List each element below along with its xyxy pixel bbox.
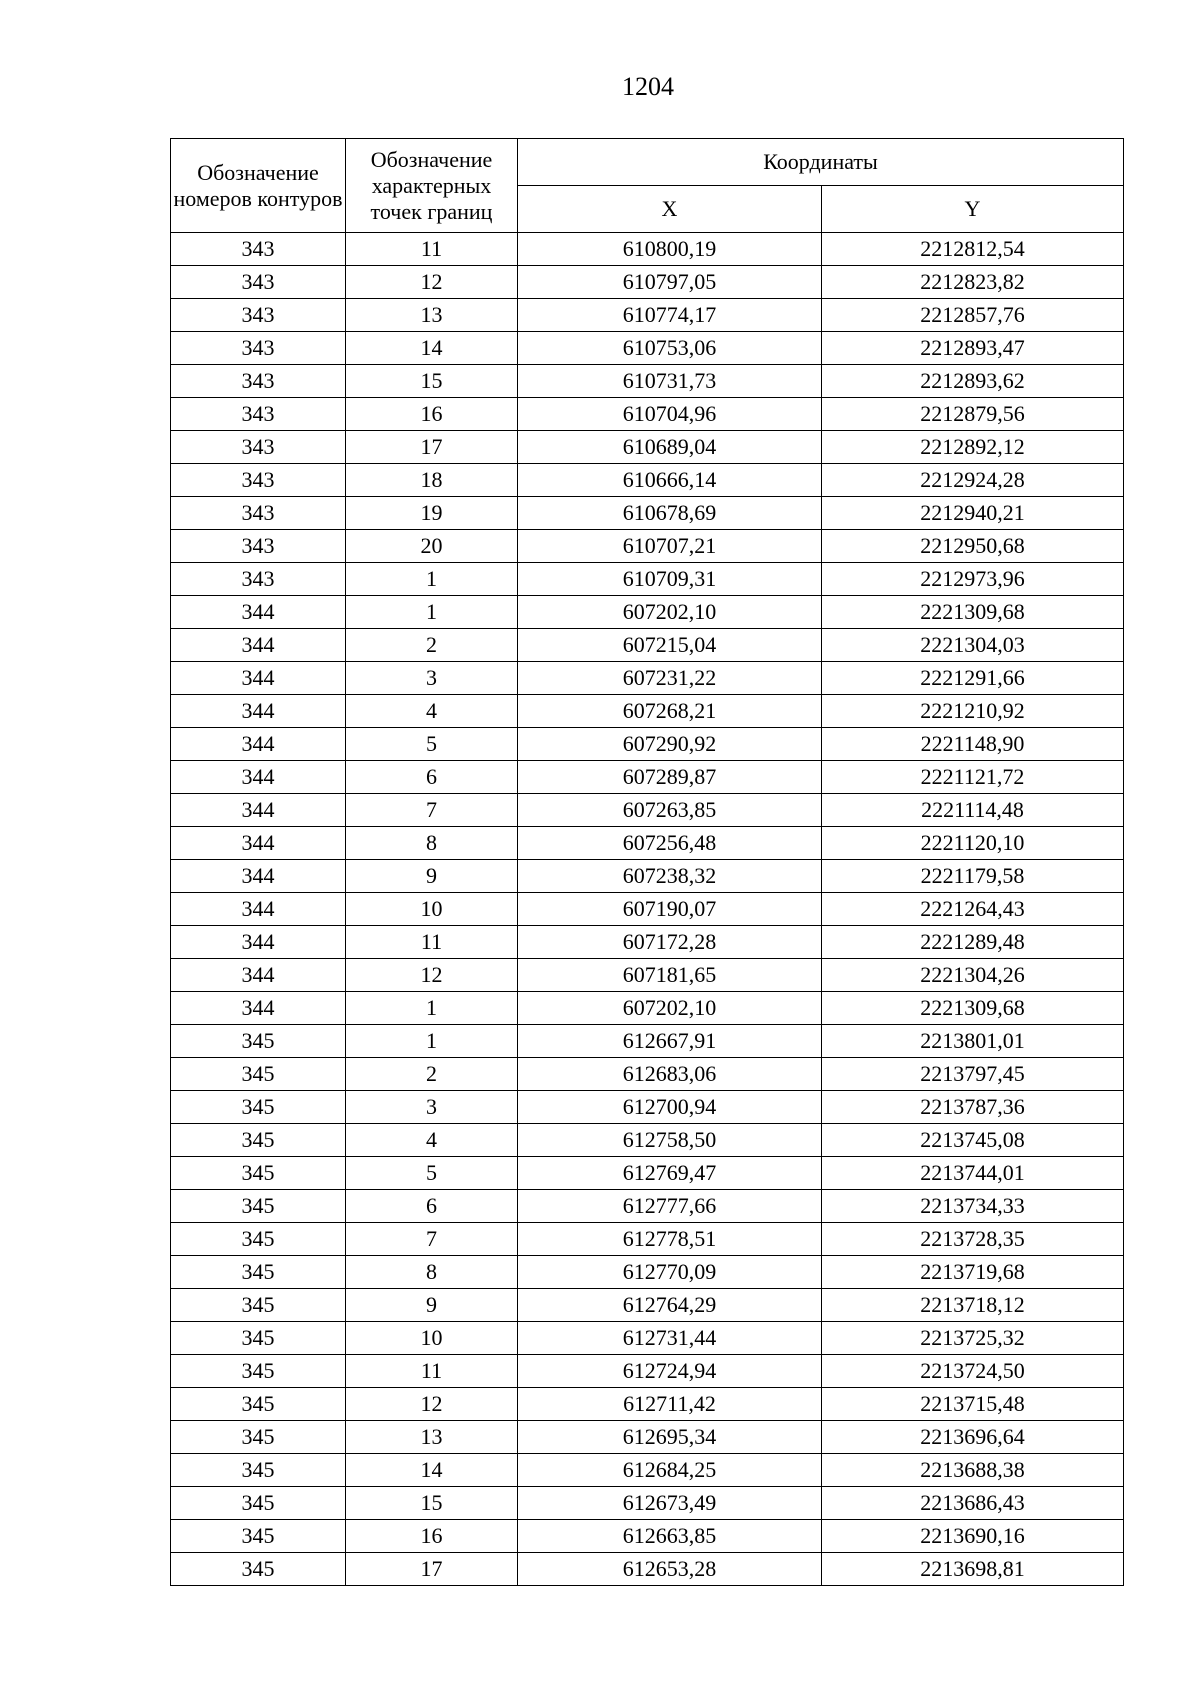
table-row [171,926,1124,959]
cell-contour: 343 [171,299,346,332]
cell-y: 2213787,36 [822,1091,1124,1124]
cell-point: 16 [346,1520,518,1553]
cell-y: 2213719,68 [822,1256,1124,1289]
cell-point: 1 [346,563,518,596]
cell-contour: 345 [171,1355,346,1388]
cell-point: 10 [346,893,518,926]
cell-point: 1 [346,1025,518,1058]
table-row [171,1223,1124,1256]
cell-contour: 344 [171,992,346,1025]
cell-contour: 343 [171,563,346,596]
table-row [171,992,1124,1025]
cell-contour: 344 [171,629,346,662]
cell-contour: 345 [171,1223,346,1256]
cell-x: 610666,14 [518,464,822,497]
table-row [171,1520,1124,1553]
cell-x: 610707,21 [518,530,822,563]
table-row [171,398,1124,431]
cell-point: 15 [346,1487,518,1520]
cell-y: 2212893,62 [822,365,1124,398]
cell-x: 612663,85 [518,1520,822,1553]
cell-point: 13 [346,299,518,332]
cell-contour: 343 [171,530,346,563]
cell-x: 610800,19 [518,233,822,266]
cell-point: 9 [346,1289,518,1322]
cell-x: 607268,21 [518,695,822,728]
cell-y: 2212892,12 [822,431,1124,464]
table-row [171,299,1124,332]
cell-x: 607256,48 [518,827,822,860]
cell-y: 2213734,33 [822,1190,1124,1223]
cell-y: 2213797,45 [822,1058,1124,1091]
cell-point: 7 [346,794,518,827]
cell-y: 2213745,08 [822,1124,1124,1157]
cell-x: 610689,04 [518,431,822,464]
table-row [171,497,1124,530]
cell-y: 2221121,72 [822,761,1124,794]
cell-contour: 343 [171,332,346,365]
table-row [171,662,1124,695]
cell-contour: 343 [171,233,346,266]
cell-x: 612673,49 [518,1487,822,1520]
cell-point: 10 [346,1322,518,1355]
cell-point: 12 [346,959,518,992]
table-row [171,629,1124,662]
cell-point: 18 [346,464,518,497]
table-row [171,233,1124,266]
cell-x: 607289,87 [518,761,822,794]
cell-point: 5 [346,1157,518,1190]
cell-point: 1 [346,596,518,629]
table-row [171,1388,1124,1421]
table-row [171,1124,1124,1157]
cell-contour: 345 [171,1190,346,1223]
cell-y: 2213724,50 [822,1355,1124,1388]
cell-y: 2213688,38 [822,1454,1124,1487]
cell-point: 15 [346,365,518,398]
cell-y: 2221148,90 [822,728,1124,761]
table-row [171,695,1124,728]
table-row [171,431,1124,464]
cell-point: 20 [346,530,518,563]
table-row [171,1091,1124,1124]
table-row [171,761,1124,794]
cell-x: 607238,32 [518,860,822,893]
cell-x: 610709,31 [518,563,822,596]
cell-y: 2213744,01 [822,1157,1124,1190]
cell-contour: 343 [171,431,346,464]
cell-y: 2213725,32 [822,1322,1124,1355]
cell-contour: 345 [171,1487,346,1520]
cell-point: 11 [346,1355,518,1388]
table-row [171,893,1124,926]
table-row [171,959,1124,992]
cell-y: 2213715,48 [822,1388,1124,1421]
cell-x: 610753,06 [518,332,822,365]
cell-contour: 344 [171,761,346,794]
cell-x: 607263,85 [518,794,822,827]
cell-point: 3 [346,1091,518,1124]
cell-contour: 343 [171,398,346,431]
cell-y: 2213686,43 [822,1487,1124,1520]
cell-y: 2212812,54 [822,233,1124,266]
cell-x: 607181,65 [518,959,822,992]
cell-point: 6 [346,761,518,794]
cell-contour: 345 [171,1256,346,1289]
cell-contour: 344 [171,794,346,827]
cell-x: 607202,10 [518,992,822,1025]
cell-contour: 345 [171,1454,346,1487]
cell-x: 607202,10 [518,596,822,629]
cell-contour: 344 [171,695,346,728]
cell-contour: 344 [171,893,346,926]
table-row [171,563,1124,596]
cell-x: 612724,94 [518,1355,822,1388]
cell-point: 2 [346,1058,518,1091]
cell-contour: 344 [171,596,346,629]
header-boundary-point: Обозначение характерных точек границ [346,139,518,233]
cell-point: 4 [346,1124,518,1157]
cell-y: 2213801,01 [822,1025,1124,1058]
cell-y: 2212879,56 [822,398,1124,431]
table-row [171,1289,1124,1322]
cell-contour: 345 [171,1289,346,1322]
cell-contour: 343 [171,266,346,299]
cell-point: 13 [346,1421,518,1454]
cell-x: 610704,96 [518,398,822,431]
cell-y: 2213698,81 [822,1553,1124,1586]
cell-point: 12 [346,266,518,299]
cell-x: 612770,09 [518,1256,822,1289]
cell-x: 607190,07 [518,893,822,926]
cell-x: 612695,34 [518,1421,822,1454]
cell-x: 610797,05 [518,266,822,299]
cell-point: 8 [346,1256,518,1289]
cell-x: 612764,29 [518,1289,822,1322]
cell-contour: 345 [171,1058,346,1091]
cell-x: 612700,94 [518,1091,822,1124]
table-row [171,1421,1124,1454]
cell-y: 2213696,64 [822,1421,1124,1454]
cell-y: 2212973,96 [822,563,1124,596]
cell-point: 11 [346,233,518,266]
table-row [171,596,1124,629]
cell-y: 2221264,43 [822,893,1124,926]
cell-x: 612711,42 [518,1388,822,1421]
cell-y: 2213718,12 [822,1289,1124,1322]
cell-x: 607172,28 [518,926,822,959]
cell-x: 612683,06 [518,1058,822,1091]
cell-y: 2221289,48 [822,926,1124,959]
page-number: 1204 [622,72,674,101]
cell-x: 612777,66 [518,1190,822,1223]
cell-contour: 345 [171,1124,346,1157]
cell-x: 612667,91 [518,1025,822,1058]
cell-y: 2212857,76 [822,299,1124,332]
header-coordinates: Координаты [518,139,1124,186]
table-header [171,139,1124,233]
cell-y: 2213690,16 [822,1520,1124,1553]
cell-contour: 345 [171,1388,346,1421]
cell-point: 7 [346,1223,518,1256]
table-row [171,1058,1124,1091]
table-row [171,1256,1124,1289]
cell-point: 17 [346,1553,518,1586]
cell-y: 2221304,03 [822,629,1124,662]
cell-y: 2213728,35 [822,1223,1124,1256]
cell-point: 16 [346,398,518,431]
cell-contour: 343 [171,365,346,398]
cell-point: 11 [346,926,518,959]
cell-contour: 344 [171,926,346,959]
cell-y: 2221291,66 [822,662,1124,695]
table-row [171,464,1124,497]
cell-y: 2221304,26 [822,959,1124,992]
cell-y: 2221309,68 [822,596,1124,629]
cell-x: 610774,17 [518,299,822,332]
cell-contour: 345 [171,1025,346,1058]
cell-y: 2212893,47 [822,332,1124,365]
table-row [171,530,1124,563]
cell-y: 2212950,68 [822,530,1124,563]
table-row [171,728,1124,761]
table-row [171,266,1124,299]
cell-contour: 343 [171,497,346,530]
table-row [171,1322,1124,1355]
cell-x: 612769,47 [518,1157,822,1190]
cell-point: 4 [346,695,518,728]
cell-point: 5 [346,728,518,761]
cell-point: 14 [346,1454,518,1487]
cell-x: 607290,92 [518,728,822,761]
cell-contour: 343 [171,464,346,497]
cell-x: 612778,51 [518,1223,822,1256]
table-row [171,1454,1124,1487]
cell-point: 8 [346,827,518,860]
cell-point: 14 [346,332,518,365]
table-row [171,1487,1124,1520]
table-row [171,1025,1124,1058]
cell-y: 2212940,21 [822,497,1124,530]
cell-x: 607215,04 [518,629,822,662]
cell-contour: 344 [171,860,346,893]
table-row [171,1157,1124,1190]
header-y: Y [822,186,1124,233]
cell-x: 607231,22 [518,662,822,695]
cell-contour: 345 [171,1157,346,1190]
cell-contour: 344 [171,827,346,860]
cell-contour: 345 [171,1520,346,1553]
cell-x: 610678,69 [518,497,822,530]
cell-x: 612684,25 [518,1454,822,1487]
cell-contour: 345 [171,1091,346,1124]
table-row [171,332,1124,365]
table-row [171,827,1124,860]
cell-y: 2221120,10 [822,827,1124,860]
table-row [171,860,1124,893]
cell-y: 2221210,92 [822,695,1124,728]
table-row [171,1553,1124,1586]
cell-y: 2212924,28 [822,464,1124,497]
cell-point: 3 [346,662,518,695]
header-x: X [518,186,822,233]
cell-contour: 344 [171,959,346,992]
cell-contour: 344 [171,728,346,761]
header-contour-number: Обозначение номеров контуров [171,139,346,233]
cell-y: 2221179,58 [822,860,1124,893]
cell-x: 612758,50 [518,1124,822,1157]
cell-contour: 345 [171,1553,346,1586]
cell-x: 610731,73 [518,365,822,398]
cell-y: 2212823,82 [822,266,1124,299]
cell-point: 19 [346,497,518,530]
cell-y: 2221309,68 [822,992,1124,1025]
table-row [171,1190,1124,1223]
cell-x: 612731,44 [518,1322,822,1355]
cell-point: 17 [346,431,518,464]
cell-x: 612653,28 [518,1553,822,1586]
cell-point: 9 [346,860,518,893]
table-row [171,365,1124,398]
cell-point: 6 [346,1190,518,1223]
table-row [171,794,1124,827]
table-row [171,1355,1124,1388]
cell-contour: 345 [171,1322,346,1355]
cell-contour: 345 [171,1421,346,1454]
cell-point: 2 [346,629,518,662]
cell-point: 1 [346,992,518,1025]
cell-point: 12 [346,1388,518,1421]
cell-y: 2221114,48 [822,794,1124,827]
table-body [171,233,1124,1586]
cell-contour: 344 [171,662,346,695]
coordinates-table [170,138,1124,1586]
